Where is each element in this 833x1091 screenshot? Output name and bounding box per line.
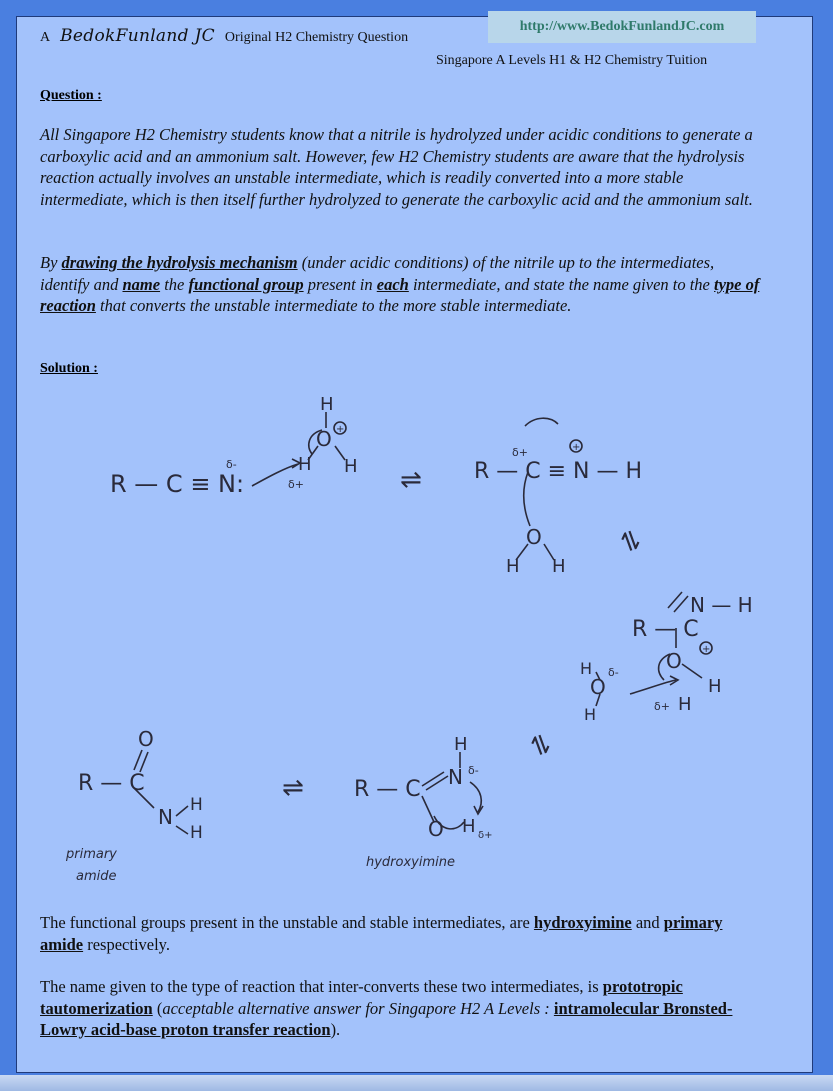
hydrogen-atom: H: [298, 454, 312, 475]
plus-charge: +: [702, 644, 711, 655]
hydrogen-atom: H: [454, 734, 468, 755]
solution-paragraph-2: [40, 976, 765, 1041]
oxygen-atom: O: [316, 427, 332, 451]
emphasis-drawing-mechanism: drawing the hydrolysis mechanism: [61, 253, 298, 272]
equilibrium-arrow: ⇌: [522, 729, 559, 761]
text-span: The name given to the type of reaction that inter-converts these two intermediates, is: [40, 977, 603, 996]
text-span: the: [160, 274, 189, 294]
solution-paragraph-1: [40, 912, 765, 955]
text-span: intermediate, and state the name given to the: [408, 274, 715, 294]
text-span: that converts the unstable intermediate to the more stable intermediate.: [95, 296, 572, 315]
emphasis-type-of-reaction: type of reaction: [40, 274, 760, 315]
text-span: and: [631, 913, 664, 932]
answer-proton-transfer: intramolecular Bronsted-Lowry acid-base proton transfer reaction: [40, 998, 733, 1039]
hydrogen-atom: H: [580, 659, 593, 678]
hydrogen-atom: H: [584, 705, 597, 724]
delta-minus-label: δ-: [226, 458, 237, 471]
tuition-tagline: Singapore A Levels H1 & H2 Chemistry Tuition: [436, 53, 708, 68]
answer-prototropic-tautomerization: prototropic tautomerization: [40, 977, 683, 1018]
question-label: Question :: [40, 88, 102, 103]
curly-arrow: [630, 680, 676, 694]
imine-carbon-formula: R — C: [632, 617, 699, 642]
text-span: present in: [303, 274, 377, 294]
imine-group: N — H: [690, 593, 753, 617]
emphasis-each: each: [376, 274, 409, 294]
amide-nitrogen: N: [158, 805, 173, 829]
bond-line: [422, 772, 444, 786]
bond-line: [682, 664, 702, 678]
hydroxyimine-formula: R — C: [354, 777, 421, 802]
question-paragraph-2: [40, 252, 765, 317]
hydrogen-atom: H: [462, 816, 476, 837]
delta-plus-label: δ+: [654, 700, 670, 713]
mechanism-diagram: [30, 376, 790, 896]
solution-label: Solution :: [40, 361, 98, 376]
delta-minus-label: δ-: [468, 764, 479, 777]
equilibrium-arrow: ⇌: [612, 525, 649, 557]
text-span: By: [40, 253, 62, 272]
hydroxyimine-label: hydroxyimine: [366, 855, 455, 870]
emphasis-functional-group: functional group: [188, 274, 304, 294]
header-title: [40, 26, 408, 46]
hydrogen-atom: H: [190, 795, 203, 815]
hydrogen-atom: H: [506, 556, 520, 577]
bond-line: [176, 806, 188, 816]
text-span: (under acidic conditions) of the nitrile up to the intermediates, identify and: [40, 253, 715, 294]
carbonyl-oxygen: O: [138, 727, 154, 751]
text-span: (: [152, 998, 163, 1018]
bond-line: [140, 752, 148, 772]
window-bottom-bar: [0, 1075, 833, 1091]
hydrogen-atom: H: [552, 556, 566, 577]
hydrogen-atom: H: [708, 676, 722, 697]
header-prefix: A: [40, 30, 51, 45]
oxygen-atom: O: [590, 675, 606, 699]
hydrogen-atom: H: [678, 694, 692, 715]
delta-plus-label: δ+: [288, 478, 304, 491]
text-span: ).: [330, 1020, 341, 1039]
amide-formula: R — C: [78, 771, 145, 796]
bond-line: [176, 826, 188, 834]
delta-minus-label: δ-: [608, 666, 619, 679]
equilibrium-arrow: ⇌: [282, 773, 304, 803]
nitrilium-formula: R — C ≡ N — H: [474, 459, 643, 484]
bedokfunland-logo: BedokFunland JC: [60, 26, 215, 46]
oxygen-atom: O: [428, 817, 444, 841]
hydrogen-atom: H: [190, 823, 203, 843]
oxygen-atom: O: [526, 525, 542, 549]
answer-primary-amide: primary amide: [40, 913, 723, 954]
hydrogen-atom: H: [344, 456, 358, 477]
delta-plus-label: δ+: [512, 446, 528, 459]
primary-label: primary: [66, 847, 117, 862]
bond-line: [426, 776, 448, 790]
nitrile-formula: R — C ≡ N:: [110, 470, 245, 498]
plus-charge: +: [572, 442, 581, 453]
bond-line: [134, 750, 142, 770]
equilibrium-arrow: ⇌: [400, 465, 422, 495]
plus-charge: +: [336, 424, 345, 435]
alternative-answer-note: acceptable alternative answer for Singapore H2 A Levels :: [162, 998, 550, 1018]
text-span: respectively.: [83, 934, 170, 954]
header-suffix: Original H2 Chemistry Question: [224, 30, 409, 45]
emphasis-name: name: [122, 274, 161, 294]
website-link[interactable]: http://www.BedokFunlandJC.com: [488, 11, 756, 43]
hydrogen-atom: H: [320, 394, 334, 415]
nitrogen-atom: N: [448, 765, 463, 789]
question-paragraph-1: All Singapore H2 Chemistry students know that a nitrile is hydrolyzed under acidic conditions to generate a carboxylic acid and an ammonium salt. However, few H2 Chemistry students are aware that the hydrolysis reaction actually involves an unstable intermediate, which is readily converted into a more stable intermediate, which is then itself further hydrolyzed to generate the carboxylic acid and the ammonium salt.: [40, 125, 753, 209]
answer-hydroxyimine: hydroxyimine: [533, 913, 632, 932]
text-span: The functional groups present in the unstable and stable intermediates, are: [40, 913, 534, 932]
delta-plus-label: δ+: [478, 830, 493, 841]
amide-label: amide: [76, 869, 117, 884]
oxygen-atom: O: [666, 649, 682, 673]
curly-arrow: [525, 418, 558, 426]
